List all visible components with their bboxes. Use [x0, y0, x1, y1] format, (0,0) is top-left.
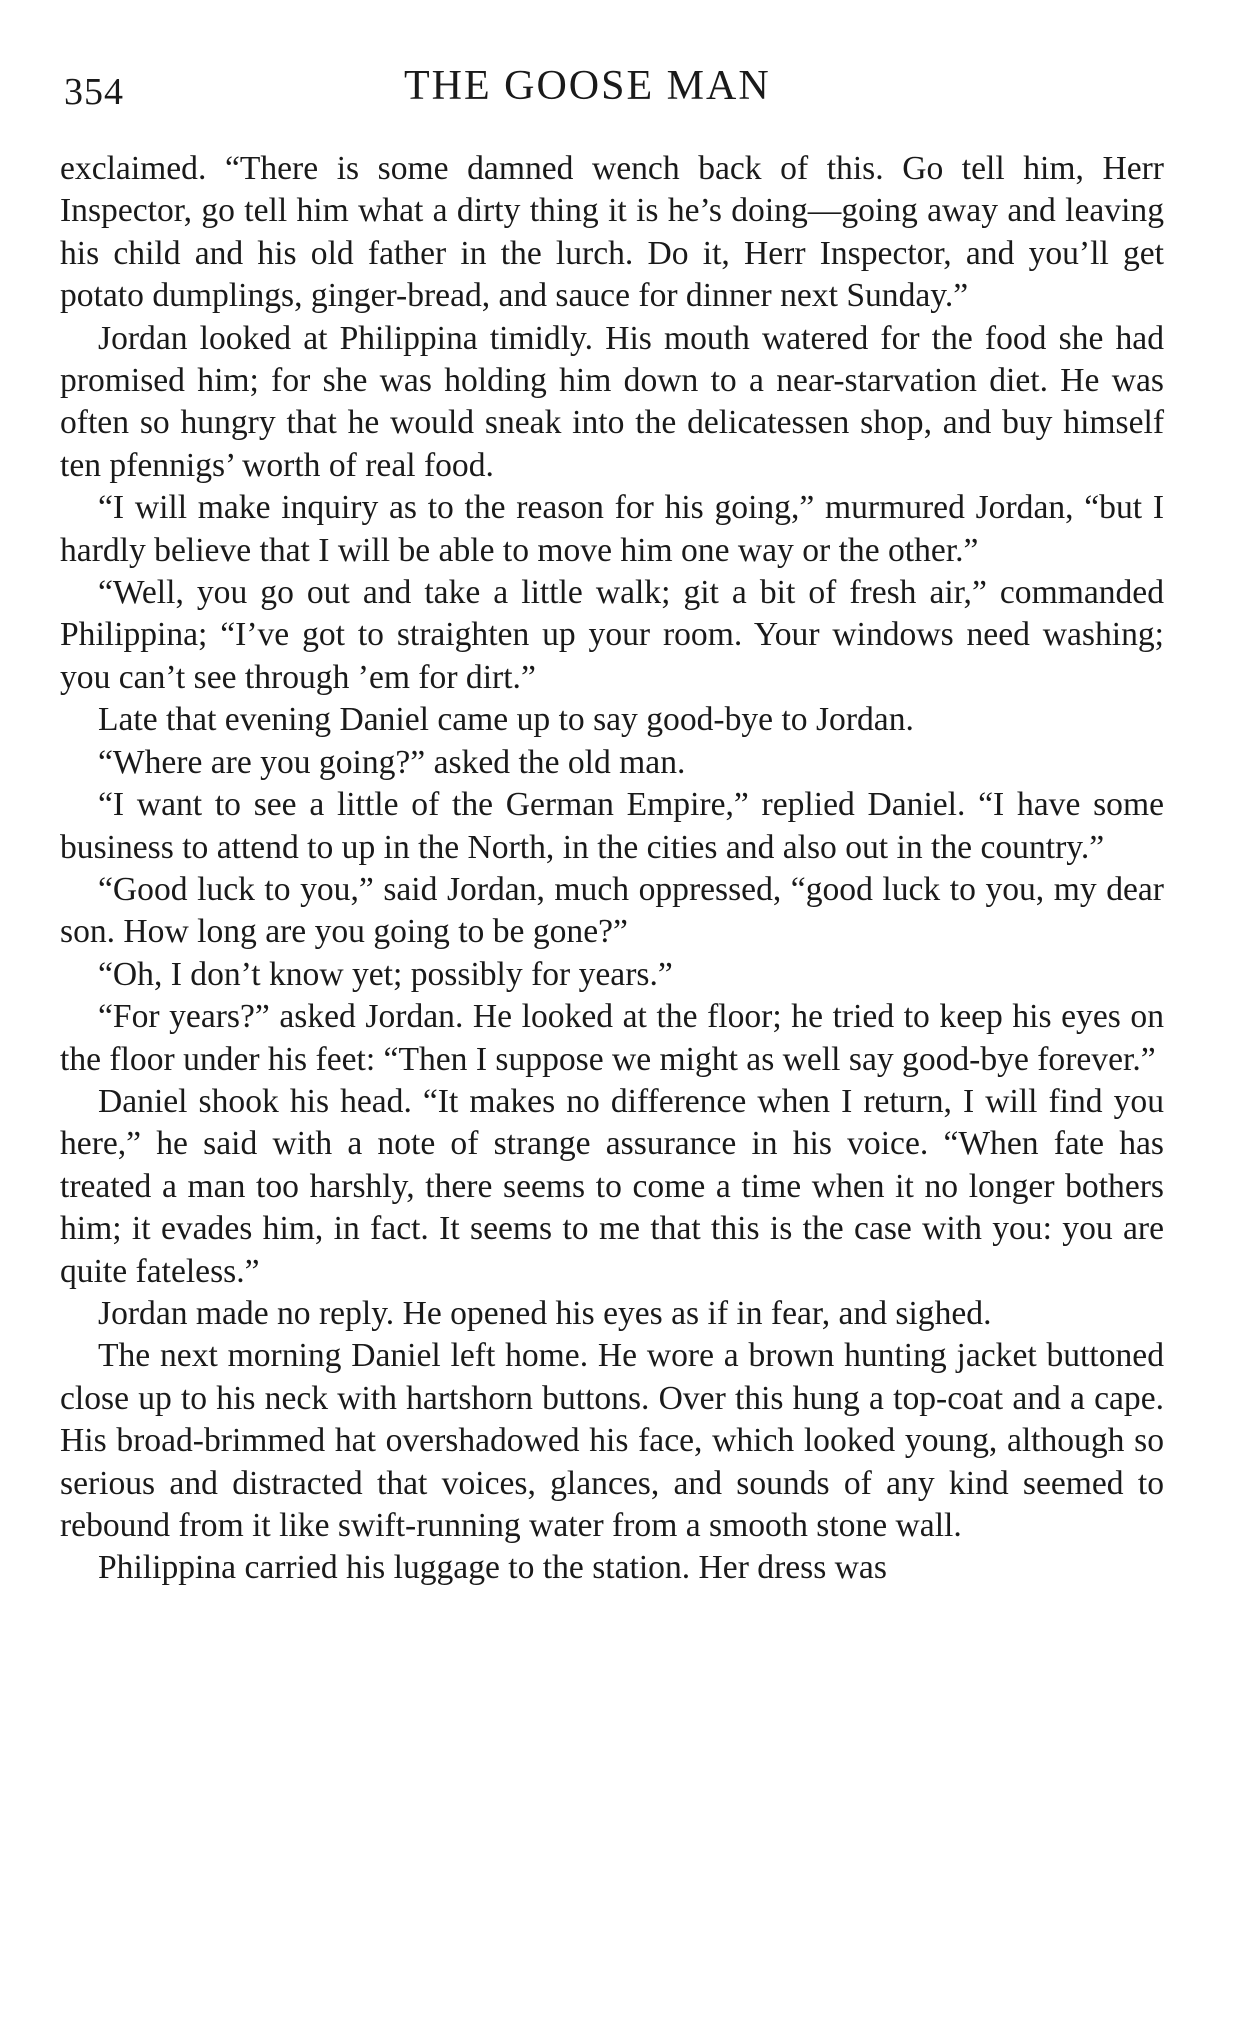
paragraph: Jordan made no reply. He opened his eyes as if in fear, and sighed. [98, 1294, 992, 1332]
paragraph: “Where are you going?” asked the old man. [98, 743, 686, 781]
page-number: 354 [64, 71, 124, 113]
paragraph: “Good luck to you,” said Jordan, much oppressed, “good luck to you, my dear son. How long are you going to be gone?” [60, 870, 1164, 951]
paragraph: Philippina carried his luggage to the station. Her dress was [98, 1549, 887, 1587]
paragraph: Daniel shook his head. “It makes no difference when I return, I will find you here,” he said with a note of strange assurance in his voice. “When fate has treated a man too harshly, there seems to come a time when it no longer bothers him; it evades him, in fact. It seems to me that this is the case with you: you are quite fateless.” [60, 1082, 1164, 1290]
paragraph: Late that evening Daniel came up to say good-bye to Jordan. [98, 701, 914, 739]
paragraph: “Oh, I don’t know yet; possibly for years.” [98, 955, 673, 993]
page-header [64, 62, 1164, 122]
paragraph: “For years?” asked Jordan. He looked at the floor; he tried to keep his eyes on the floor under his feet: “Then I suppose we might as well say good-bye forever.” [60, 998, 1164, 1078]
paragraph: “I will make inquiry as to the reason for his going,” murmured Jordan, “but I hardly believe that I will be able to move him one way or the other.” [60, 489, 1164, 569]
paragraph: “Well, you go out and take a little walk; git a bit of fresh air,” commanded Philippina; “I’ve got to straighten up your room. Your windows need washing; you can’t see through ’em for dirt.” [60, 574, 1164, 696]
paragraph: exclaimed. “There is some damned wench back of this. Go tell him, Herr Inspector, go tell him what a dirty thing it is he’s doing—going away and leaving his child and his old father in the lurch. Do it, Herr Inspector, and you’ll get potato dumplings, ginger-bread, and sauce for dinner next Sunday.” [60, 150, 1164, 315]
body-text [60, 148, 1164, 1590]
paragraph: Jordan looked at Philippina timidly. His mouth watered for the food she had promised him; for she was holding him down to a near-starvation diet. He was often so hungry that he would sneak into the delicatessen shop, and buy himself ten pfennigs’ worth of real food. [60, 319, 1164, 484]
paragraph: “I want to see a little of the German Empire,” replied Daniel. “I have some business to attend to up in the North, in the cities and also out in the country.” [60, 786, 1164, 866]
paragraph: The next morning Daniel left home. He wore a brown hunting jacket buttoned close up to his neck with hartshorn buttons. Over this hung a top-coat and a cape. His broad-brimmed hat overshadowed his face, which looked young, although so serious and distracted that voices, glances, and sounds of any kind seemed to rebound from it like swift-running water from a smooth stone wall. [60, 1337, 1164, 1544]
running-title: THE GOOSE MAN [404, 63, 771, 109]
